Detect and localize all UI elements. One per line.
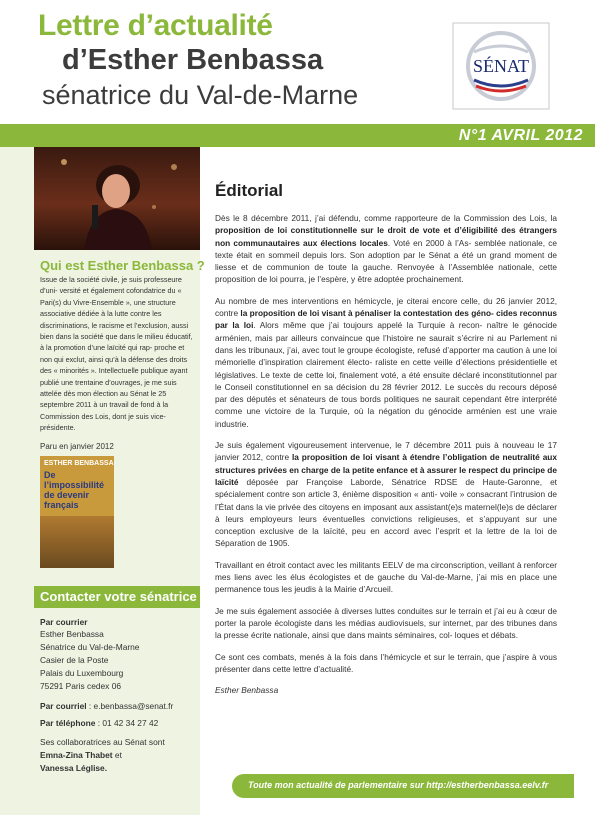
contact-address-line: 75291 Paris cedex 06 [40,681,122,691]
newsletter-author: d’Esther Benbassa [62,44,324,76]
editorial-heading: Éditorial [215,181,284,200]
book-cover-image [40,516,114,568]
text-span: Au nombre de mes interventions en hémicycle, je citerai encore celle, du 26 janvier 2012, contre [215,295,557,319]
issue-label: N°1 AVRIL 2012 [458,127,583,144]
contact-phone-label: Par téléphone [40,718,96,728]
collaborators-line [40,762,107,774]
book-cover [40,456,114,568]
contact-email-label: Par courriel [40,701,87,711]
editorial-body [215,212,557,705]
text-span: . Alors même que j’ai toujours appelé la Turquie à recon- naître le génocide arménien, mais par ailleurs convaincue que l’histoire ne saurait s’écrire ni au Parlement ni dans les tribunaux, j’ai, avec tout le groupe écologiste, refusé d’apporter ma caution à une loi mémorielle d’inspiration clairement électo- raliste en cette veille d’élections présidentielle et législatives. Le texte de cette loi, finalement voté, a été ensuite déclaré inconstitutionnel par le Conseil constitutionnel en sa décision du 28 février 2012. Le succès du recours déposé par des députés et sénateurs de tous bords politiques ne saurait cependant être interprété comme une victoire de la Turquie, où la négation du génocide arménien est une vraie industrie. [215,320,557,429]
portrait-photo [34,147,200,250]
footer-link[interactable]: Toute mon actualité de parlementaire sur http://estherbenbassa.eelv.fr [248,780,549,790]
text-span: . Voté en 2000 à l’As- semblée nationale, ce texte était en sommeil depuis lors. Son adoption par le Sénat a été un grand moment de liesse et de communion de toute la gauche. Renvoyée à l’Assemblée nationale, cette proposition de loi pourra, je l’espère, y être adoptée prochainement. [215,237,557,285]
editorial-paragraph: Je me suis également associée à diverses luttes conduites sur le terrain et j’ai eu à cœur de porter la parole écologiste dans les médias audiovisuels, sur internet, par des tribunes dans la presse écrite nationale, ainsi que dans maints séminaires, col- loques et débats. [215,605,557,641]
bold-span: la proposition de loi visant à pénaliser la contestation des géno- cides reconnus par la loi [215,308,557,331]
collaborator-name: Emna-Zina Thabet [40,750,113,760]
contact-heading: Contacter votre sénatrice [40,589,197,604]
book-release-label: Paru en janvier 2012 [40,442,114,451]
newsletter-title: Lettre d’actualité [38,9,273,42]
contact-email [40,700,173,712]
collaborators-text: Ses collaboratrices au Sénat sont [40,737,165,747]
senat-logo [452,22,550,110]
collaborators-and: et [112,750,122,760]
text-span: déposée par Françoise Laborde, Sénatrice RDSE de Haute-Garonne, et spécialement contre son article 3, énième disposition « anti- voile » consacrant l’intrusion de l’État dans la vie privée des citoyens en imposant aux assistant(e)s maternel(le)s de déclarer à leurs employeurs leurs éventuelles convictions religieuses, et s’appuyant sur une conception exclusive de la laïcité, peu en accord avec l’esprit et la lettre de la loi de Séparation de 1905. [215,476,557,549]
newsletter-subtitle: sénatrice du Val-de-Marne [42,80,359,110]
collaborator-name: Vanessa Léglise. [40,763,108,773]
editorial-paragraph [215,212,557,286]
contact-email-value[interactable]: : e.benbassa@senat.fr [86,701,174,711]
editorial-signature: Esther Benbassa [215,685,279,696]
book-title: De l’impossibilité de devenir français [44,470,105,510]
editorial-paragraph: Travaillant en étroit contact avec les militants EELV de ma circonscription, veillant à renforcer mes liens avec les élus écologistes et de gauche du Val-de-Marne, j’ai mis en place une permanence tous les jeudis à la Mairie d’Arcueil. [215,559,557,595]
editorial-paragraph: Ce sont ces combats, menés à la fois dans l’hémicycle et sur le terrain, que j’aspire à vous présenter dans cette lettre d’actualité. [215,651,557,674]
contact-phone [40,717,158,729]
editorial-paragraph [215,295,557,430]
bio-heading: Qui est Esther Benbassa ? [40,258,205,273]
svg-text:SÉNAT: SÉNAT [472,56,530,76]
editorial-paragraph [215,439,557,550]
bold-span: proposition de loi constitutionnelle sur le droit de vote et d’éligibilité des étrangers non communautaires aux élections locales [215,225,557,248]
contact-courrier-label: Par courrier [40,617,88,627]
bio-text: Issue de la société civile, je suis professeure d’uni- versité et également cofondatrice du « Pari(s) du Vivre-Ensemble », une structure associative dédiée à la lutte contre les discriminations, le racisme et l’exclusion, aussi bien dans la société que dans le milieu éducatif, à la promotion d’une laïcité qui rap- proche et non qui exclut, ainsi qu’à la défense des droits des « minorités ». Intellectuelle publique ayant publié une trentaine d’ouvrages, je me suis attelée dès mon élection au Sénat le 25 septembre 2011 à un travail de fond à la Commission des Lois, dont je suis vice-présidente. [40,275,193,433]
book-author: ESTHER BENBASSA [44,460,114,467]
contact-address-line: Palais du Luxembourg [40,668,124,678]
contact-phone-value: : 01 42 34 27 42 [95,718,159,728]
text-span: Dès le 8 décembre 2011, j’ai défendu, comme rapporteure de la Commission des Lois, la [215,213,557,223]
contact-address-line: Casier de la Poste [40,655,109,665]
contact-address-line: Sénatrice du Val-de-Marne [40,642,140,652]
bold-span: la proposition de loi visant à étendre l’obligation de neutralité aux structures privées en charge de la petite enfance et à assurer le respect du principe de laïcité [215,452,557,487]
text-span: Je suis également vigoureusement intervenue, le 7 décembre 2011 puis à nouveau le 17 janvier 2012, contre [215,440,557,463]
collaborators-line [40,749,122,761]
contact-address-line: Esther Benbassa [40,629,104,639]
